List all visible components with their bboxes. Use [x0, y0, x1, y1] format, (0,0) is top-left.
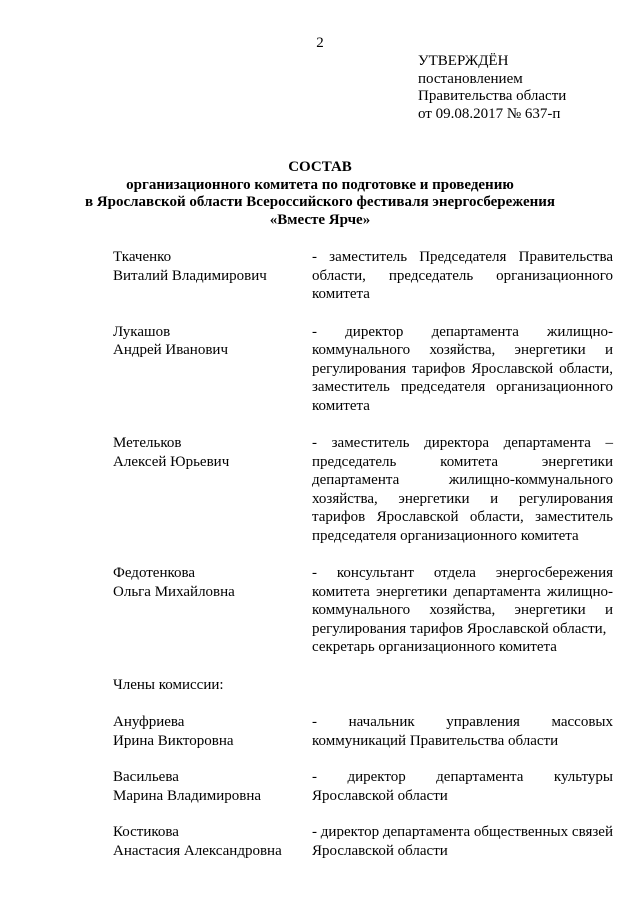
- committee-entry: [113, 323, 613, 416]
- person-surname: Костикова: [113, 824, 179, 840]
- person-name: [113, 713, 312, 750]
- person-name: [113, 823, 312, 860]
- person-given-names: Алексей Юрьевич: [113, 453, 230, 470]
- committee-entry: [113, 248, 613, 304]
- committee-list: [113, 248, 613, 860]
- person-given-names: Марина Владимировна: [113, 787, 262, 804]
- person-surname: Федотенкова: [113, 565, 196, 581]
- member-entry: [113, 823, 613, 860]
- person-name: [113, 768, 312, 805]
- members-heading: Члены комиссии:: [113, 676, 224, 693]
- title-line: «Вместе Ярче»: [269, 211, 371, 228]
- person-surname: Васильева: [113, 769, 179, 785]
- approval-stamp: [418, 53, 566, 123]
- person-given-names: Виталий Владимирович: [113, 267, 267, 284]
- member-entry: [113, 713, 613, 750]
- person-given-names: Андрей Иванович: [113, 342, 228, 358]
- approval-line: УТВЕРЖДЁН: [418, 53, 509, 69]
- document-title: [0, 159, 640, 229]
- approval-line: Правительства области: [418, 88, 567, 104]
- person-role: - директор департамента культуры Ярославской области: [312, 769, 613, 804]
- person-name: [113, 323, 312, 416]
- title-line: организационного комитета по подготовке и проведению: [126, 176, 514, 193]
- person-role: - заместитель Председателя Правительства области, председатель организационного комитета: [312, 249, 613, 302]
- person-surname: Ануфриева: [113, 714, 185, 730]
- approval-line: постановлением: [418, 70, 523, 87]
- person-surname: Метельков: [113, 435, 182, 451]
- person-surname: Ткаченко: [113, 249, 172, 265]
- person-name: [113, 434, 312, 545]
- person-name: [113, 564, 312, 657]
- person-given-names: Анастасия Александровна: [113, 842, 282, 859]
- person-given-names: Ольга Михайловна: [113, 583, 235, 600]
- committee-entry: [113, 564, 613, 657]
- person-role: - директор департамента общественных связей Ярославской области: [312, 824, 613, 859]
- person-name: [113, 248, 312, 304]
- person-given-names: Ирина Викторовна: [113, 732, 234, 749]
- person-surname: Лукашов: [113, 323, 171, 340]
- person-role-extra: секретарь организационного комитета: [312, 639, 557, 655]
- title-line: в Ярославской области Всероссийского фестиваля энергосбережения: [84, 194, 556, 210]
- person-role-block: [312, 564, 613, 657]
- member-entry: [113, 768, 613, 805]
- person-role: - консультант отдела энергосбережения комитета энергетики департамента жилищно-коммунального хозяйства, энергетики и регулирования тарифов Ярославской области,: [312, 565, 613, 637]
- approval-date-line: от 09.08.2017 № 637-п: [418, 105, 561, 122]
- page-number: 2: [316, 35, 324, 51]
- committee-entry: [113, 434, 613, 545]
- title-line: СОСТАВ: [288, 159, 352, 175]
- person-role: - начальник управления массовых коммуникаций Правительства области: [312, 714, 613, 749]
- person-role: - директор департамента жилищно-коммунального хозяйства, энергетики и регулирования тарифов Ярославской области, заместитель председателя организационного комитета: [312, 323, 613, 414]
- person-role: - заместитель директора департамента – председатель комитета энергетики департамента жилищно-коммунального хозяйства, энергетики и регулирования тарифов Ярославской области, заместитель председателя организационного комитета: [312, 435, 613, 544]
